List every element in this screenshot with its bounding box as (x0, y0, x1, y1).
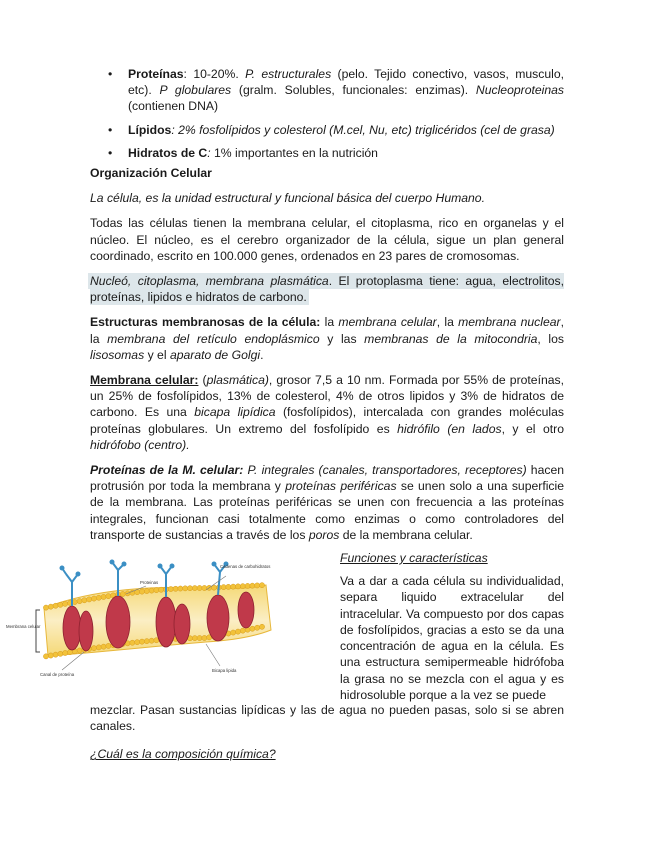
lipid-head (106, 594, 111, 599)
functions-column (340, 550, 564, 708)
lipid-head (106, 643, 111, 648)
paragraph-structures: Estructuras membranosas de la célula: la membrana celular, la membrana nuclear, la membrana del retículo endoplásmico y las membranas de la mitocondria, los lisosomas y el aparato de Golgi. (90, 315, 564, 362)
lipid-head (91, 596, 96, 601)
paragraph-proteins: Proteínas de la M. celular: P. integrales (canales, transportadores, receptores) hacen protrusión por toda la membrana y proteínas periféricas se unen solo a una superficie de la membrana. Las proteínas periféricas se unen con frecuencia a las proteínas integrales, funcionan casi totalmente como enzimas o como controladores del transporte de sustancias a través de los poros de la membrana celular. (90, 463, 564, 542)
lipid-head (77, 599, 82, 604)
lipid-head (58, 602, 63, 607)
functions-text: Va a dar a cada célula su individualidad, separa liquido extracelular del intracelular. Va compuesto por dos capas de fosfolípidos, gracias a esto se da una concentración de agua en la célula. Es una estructura semipermeable hidrófoba la grasa no se mezcla con el agua y es hidrosoluble porque a la vez se puede (340, 574, 564, 702)
bullet-icon: • (108, 122, 113, 137)
lipid-head (77, 648, 82, 653)
lipid-head (255, 583, 260, 588)
label-membrana: Membrana celular (6, 624, 41, 630)
lipid-head (240, 628, 245, 633)
lipid-head (197, 636, 202, 641)
lipid-head (48, 653, 53, 658)
question-heading: ¿Cuál es la composición química? (90, 747, 276, 762)
lipid-head (91, 646, 96, 651)
lipid-head (240, 584, 245, 589)
lipid-head (53, 652, 58, 657)
lipid-head (43, 605, 48, 610)
lipid-head (139, 589, 144, 594)
functions-tail: mezclar. Pasan sustancias lipídicas y las de agua no pueden pasas, solo si se abren canales. (90, 703, 564, 734)
lipid-head (192, 586, 197, 591)
lipid-head (139, 639, 144, 644)
lipid-head (96, 595, 101, 600)
list-item: • Hidratos de C: 1% importantes en la nutrición (108, 145, 378, 160)
list-item: • Proteínas: 10-20%. P. estructurales (pelo. Tejido conectivo, vasos, musculo, etc). P globulares (gralm. Solubles, funcionales: enzimas). Nucleoproteinas (contienen DNA) (108, 67, 564, 114)
section-heading: Organización Celular (90, 166, 212, 181)
lipid-head (235, 584, 240, 589)
lipid-head (192, 636, 197, 641)
label-proteinas: Proteinas (140, 580, 159, 586)
lipid-head (235, 629, 240, 634)
lipid-head (202, 635, 207, 640)
nutrient-list (90, 66, 564, 161)
lipid-head (63, 601, 68, 606)
lipid-head (144, 639, 149, 644)
definition-italic: La célula, es la unidad estructural y funcional básica del cuerpo Humano. (90, 191, 485, 206)
lipid-head (159, 587, 164, 592)
lipid-head (144, 589, 149, 594)
lipid-head (250, 626, 255, 631)
lipid-head (48, 604, 53, 609)
paragraph-membrane: Membrana celular: (plasmática), grosor 7,5 a 10 nm. Formada por 55% de proteínas, un 25% de fosfolípidos, 13% de colesterol, 4% de otros lipidos y 3% de hidratos de carbono. Es una bicapa lipídica (fosfolípidos), intercalada con grandes moléculas proteínas globulares. Un extremo del fosfolípido es hidrófilo (en lados, y el otro hidrófobo (centro). (90, 373, 564, 452)
lipid-head (101, 594, 106, 599)
lipid-head (226, 584, 231, 589)
term: Hidratos de C (128, 145, 208, 160)
lipid-head (149, 588, 154, 593)
lipid-head (173, 586, 178, 591)
bullet-icon: • (108, 67, 113, 81)
lipid-head (259, 583, 264, 588)
lipid-head (231, 584, 236, 589)
lipid-head (101, 644, 106, 649)
lipid-head (149, 638, 154, 643)
list-item: • Lípidos: 2% fosfolípidos y colesterol (M.cel, Nu, etc) triglicéridos (cel de grasa) (108, 122, 555, 137)
lipid-head (250, 583, 255, 588)
lipid-head (120, 592, 125, 597)
lipid-head (58, 651, 63, 656)
label-bicapa: Bicapa lipida (212, 668, 237, 674)
lipid-head (43, 654, 48, 659)
lipid-head (53, 603, 58, 608)
term: Proteínas (128, 67, 184, 81)
bullet-icon: • (108, 145, 113, 160)
lipid-head (87, 597, 92, 602)
lipid-head (130, 640, 135, 645)
highlighted-paragraph: Nucleó, citoplasma, membrana plasmática. El protoplasma tiene: agua, electrolitos, proteínas, lipidos e hidratos de carbono. (90, 274, 564, 305)
lipid-head (183, 586, 188, 591)
label-cadenas: Cadenas de carbohidratos (220, 564, 271, 570)
lipid-head (245, 583, 250, 588)
lipid-head (255, 625, 260, 630)
lipid-head (221, 585, 226, 590)
lipid-head (96, 645, 101, 650)
cell-membrane-illustration (6, 552, 336, 702)
term: Lípidos (128, 122, 172, 137)
lipid-head (63, 650, 68, 655)
document-page (6, 66, 564, 763)
figure-section (6, 550, 564, 702)
lipid-head (259, 624, 264, 629)
functions-heading: Funciones y características (340, 551, 488, 566)
lipid-head (187, 586, 192, 591)
paragraph-cells: Todas las células tienen la membrana celular, el citoplasma, rico en organelas y el núcleo. El núcleo, es el cerebro organizador de la célula, sigue un plan general coordinado, escrito en 100.000 genes, ordenados en 23 pares de cromosomas. (90, 216, 564, 263)
label-canal: Canal de proteína (40, 672, 75, 678)
lipid-head (135, 640, 140, 645)
lipid-head (178, 586, 183, 591)
lipid-head (82, 598, 87, 603)
lipid-head (154, 588, 159, 593)
lipid-head (231, 630, 236, 635)
lipid-head (168, 587, 173, 592)
membrane-bracket (36, 610, 40, 652)
lipid-head (197, 585, 202, 590)
